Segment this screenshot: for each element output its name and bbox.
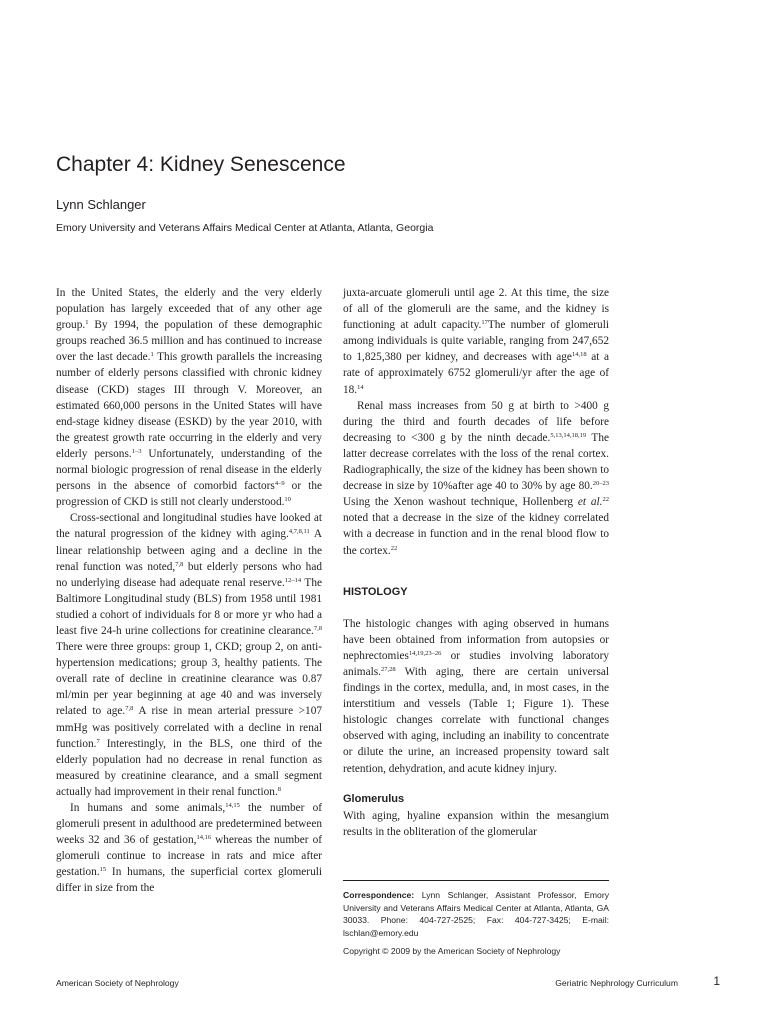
footer-journal: Geriatric Nephrology Curriculum — [555, 978, 678, 988]
chapter-title: Chapter 4: Kidney Senescence — [56, 153, 346, 176]
copyright-notice: Copyright © 2009 by the American Society of Nephrology — [343, 946, 561, 956]
section-heading-histology: HISTOLOGY — [343, 585, 408, 598]
correspondence-note: Correspondence: Lynn Schlanger, Assistant Professor, Emory University and Veterans Affairs Medical Center at Atlanta, Atlanta, GA 30033. Phone: 404-727-2525; Fax: 404-727-3425; E-mail: lschlan@emory.edu — [343, 890, 609, 938]
left-column — [56, 285, 322, 897]
footer-publisher: American Society of Nephrology — [56, 978, 179, 988]
paragraph: The histologic changes with aging observed in humans have been obtained from information from autopsies or nephrectomies$^{14,19,23-26}$ or studies involving laboratory animals.$^{27,28}$ With aging, there are certain universal findings in the cortex, medulla, and, in most cases, in the interstitium and vessels (Table 1; Figure 1). These histologic changes correlate with functional changes observed with aging, including an inability to concentrate or dilute the urine, an increased propensity toward salt retention, dehydration, and acute kidney injury. — [343, 617, 609, 775]
paragraph: Renal mass increases from 50 g at birth to >400 g during the third and fourth decades of life before decreasing to <300 g by the ninth decade.$^{5,13,14,18,19}$ The latter decrease correlates with the loss of the renal cortex. Radiographically, the size of the kidney has been shown to decrease in size by 10%after age 40 to 30% by age 80.$^{20-23}$ Using the Xenon washout technique, Hollenberg et al.$^{22}$ noted that a decrease in the size of the kidney correlated with a decrease in function and in the renal blood flow to the cortex.$^{22}$ — [343, 399, 609, 557]
paragraph: In the United States, the elderly and the very elderly population has largely exceeded that of any other age group.$^1$ By 1994, the population of these demographic groups reached 36.5 million and has continued to increase over the last decade.$^1$ This growth parallels the increasing number of elderly persons classified with chronic kidney disease (CKD) stages III through V. Moreover, an estimated 660,000 persons in the United States will have end-stage kidney disease (ESKD) by the year 2010, with the greatest growth rate occurring in the elderly and very elderly persons.$^{1-3}$ Unfortunately, understanding of the normal biologic progression of renal disease in the elderly persons in the absence of comorbid factors$^{4-9}$ or the progression of CKD is still not clearly understood.$^{10}$ — [56, 287, 322, 509]
subsection-heading-glomerulus: Glomerulus — [343, 792, 405, 805]
paragraph: Cross-sectional and longitudinal studies have looked at the natural progression of the kidney with aging.$^{4,7,8,11}$ A linear relationship between aging and a decline in the renal function was noted,$^{7,8}$ but elderly persons who had no underlying disease had adequate renal reserve.$^{12-14}$ The Baltimore Longitudinal study (BLS) from 1958 until 1981 studied a cohort of individuals for 8 or more yr who had a least five 24-h urine collections for creatinine clearance.$^{7,8}$ There were three groups: group 1, CKD; group 2, on anti-hypertension medications; group 3, healthy patients. The overall rate of decline in creatinine clearance was 0.87 ml/min per year beginning at age 40 and was inversely related to age.$^{7,8}$ A rise in mean arterial pressure >107 mmHg was positively correlated with a decline in renal function.$^7$ Interestingly, in the BLS, one third of the elderly population had no decrease in renal function as measured by creatinine clearance, and a small segment actually had improvement in their renal function.$^8$ — [56, 512, 323, 798]
paragraph: In humans and some animals,$^{14,15}$ the number of glomeruli present in adulthood are predetermined between weeks 32 and 36 of gestation,$^{14,16}$ whereas the number of glomeruli continue to increase in rats and mice after gestation.$^{15}$ In humans, the superficial cortex glomeruli differ in size from the — [56, 802, 323, 895]
author-name: Lynn Schlanger — [56, 197, 146, 212]
paragraph: With aging, hyaline expansion within the mesangium results in the obliteration of the glomerular — [343, 809, 609, 838]
footnote-divider — [343, 880, 609, 881]
right-column — [343, 285, 609, 840]
page-number: 1 — [713, 974, 720, 988]
author-affiliation: Emory University and Veterans Affairs Medical Center at Atlanta, Atlanta, Georgia — [56, 222, 434, 234]
paragraph: juxta-arcuate glomeruli until age 2. At this time, the size of all of the glomeruli are the same, and the kidney is functioning at adult capacity.$^{17}$The number of glomeruli among individuals is quite variable, ranging from 247,652 to 1,825,380 per kidney, and decreases with age$^{14,18}$ at a rate of approximately 6752 glomeruli/yr after the age of 18.14 — [343, 287, 609, 396]
